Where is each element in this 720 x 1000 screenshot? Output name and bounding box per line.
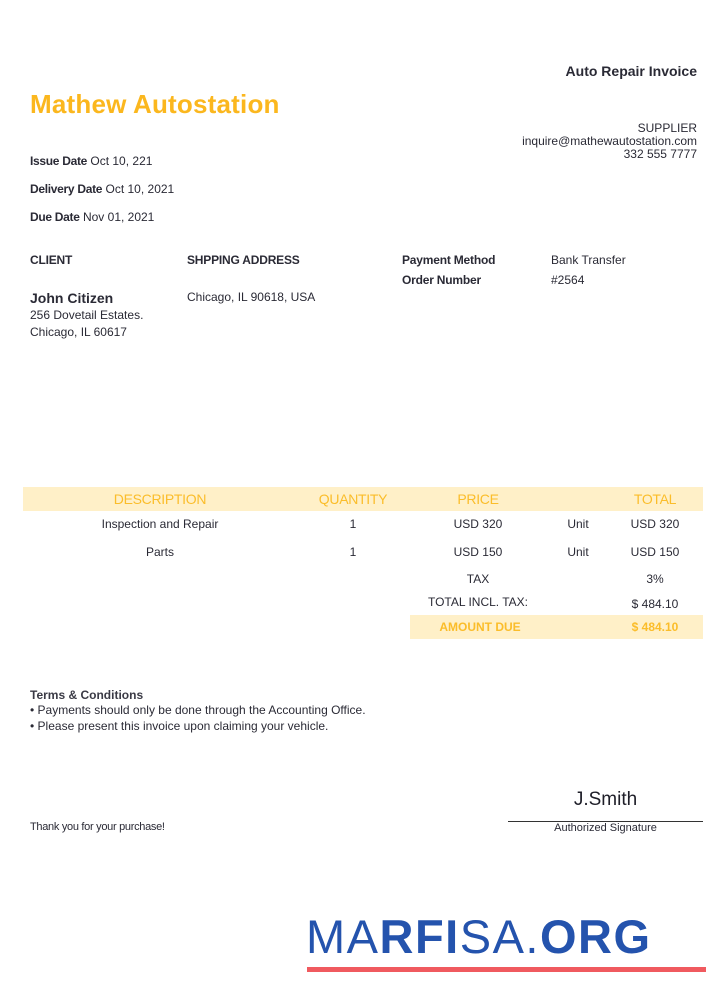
signature-name: J.Smith: [573, 789, 638, 810]
amount-due-bar: [410, 615, 703, 639]
thank-you-note: Thank you for your purchase!: [30, 821, 165, 833]
issue-date-label: Issue Date: [30, 154, 88, 168]
watermark-logo: MARFISA.ORG: [306, 910, 652, 963]
shipping-address: Chicago, IL 90618, USA: [187, 290, 316, 304]
table-header: [23, 487, 703, 511]
terms-item: • Please present this invoice upon claiming your vehicle.: [30, 719, 329, 733]
header-quantity: QUANTITY: [318, 491, 388, 507]
company-name: Mathew Autostation: [30, 89, 280, 119]
terms-block: [30, 688, 366, 734]
row-unit: Unit: [567, 545, 589, 559]
row-description: Inspection and Repair: [101, 517, 219, 531]
issue-date: [30, 153, 174, 181]
dates-block: [30, 153, 174, 237]
row-total: USD 320: [630, 517, 680, 531]
row-quantity: 1: [349, 545, 357, 559]
client-name: John Citizen: [30, 290, 114, 306]
supplier-phone: 332 555 7777: [623, 147, 697, 161]
delivery-date-value: Oct 10, 2021: [105, 182, 175, 196]
watermark-underline: [307, 967, 706, 972]
supplier-email: inquire@mathewautostation.com: [522, 134, 697, 148]
tax-value: 3%: [646, 572, 664, 586]
header-price: PRICE: [457, 491, 499, 507]
row-quantity: 1: [349, 517, 357, 531]
supplier-label: SUPPLIER: [637, 121, 697, 135]
row-price: USD 320: [453, 517, 503, 531]
payment-method-label: Payment Method: [402, 253, 496, 267]
signature-label: Authorized Signature: [554, 822, 657, 834]
shipping-label: SHPPING ADDRESS: [187, 253, 300, 267]
delivery-date-label: Delivery Date: [30, 182, 103, 196]
terms-title: Terms & Conditions: [30, 688, 144, 702]
client-label: CLIENT: [30, 253, 73, 267]
supplier-block: [400, 122, 697, 161]
terms-item: • Payments should only be done through the Accounting Office.: [30, 703, 366, 717]
document-title: Auto Repair Invoice: [565, 63, 697, 79]
client-address-line2: Chicago, IL 60617: [30, 325, 127, 339]
issue-date-value: Oct 10, 221: [90, 154, 153, 168]
row-unit: Unit: [567, 517, 589, 531]
row-description: Parts: [145, 545, 174, 559]
order-number-label: Order Number: [402, 273, 481, 287]
amount-due-value: $ 484.10: [631, 620, 679, 634]
tax-label: TAX: [466, 572, 490, 586]
header-total: TOTAL: [633, 491, 677, 507]
due-date-value: Nov 01, 2021: [82, 210, 155, 224]
amount-due-label: AMOUNT DUE: [439, 620, 521, 634]
delivery-date: [30, 181, 174, 209]
total-incl-tax-value: $ 484.10: [631, 597, 679, 611]
due-date-label: Due Date: [30, 210, 80, 224]
total-incl-tax-label: TOTAL INCL. TAX:: [427, 595, 529, 609]
client-address-line1: 256 Dovetail Estates.: [30, 308, 144, 322]
due-date: [30, 209, 174, 237]
order-number-value: #2564: [551, 273, 585, 287]
row-total: USD 150: [630, 545, 680, 559]
header-description: DESCRIPTION: [113, 491, 207, 507]
row-price: USD 150: [453, 545, 503, 559]
payment-method-value: Bank Transfer: [551, 253, 626, 267]
